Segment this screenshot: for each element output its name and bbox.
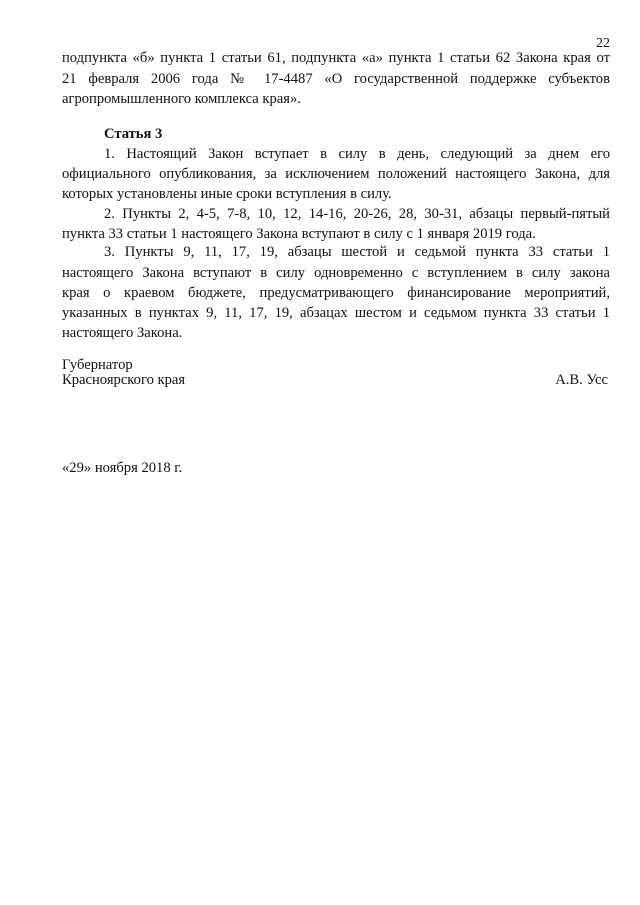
signatory-name: А.В. Усс [555, 372, 608, 388]
paragraph-3-line-2: настоящего Закона вступают в силу одновременно с вступлением в силу закона [62, 265, 610, 281]
signatory-title: Губернатор [62, 357, 133, 373]
signatory-region: Красноярского края [62, 372, 186, 388]
signing-date: «29» ноября 2018 г. [62, 460, 183, 476]
intro-line-2: 21 февраля 2006 года № 17-4487 «О государственной поддержке субъектов [62, 71, 610, 87]
paragraph-1-line-1: 1. Настоящий Закон вступает в силу в день, следующий за днем его [104, 146, 610, 162]
paragraph-2-line-1: 2. Пункты 2, 4-5, 7-8, 10, 12, 14-16, 20-26, 28, 30-31, абзацы первый-пятый [104, 206, 610, 222]
paragraph-1-line-2: официального опубликования, за исключением положений настоящего Закона, для [62, 166, 610, 182]
intro-line-3: агропромышленного комплекса края». [62, 91, 301, 107]
page-number: 22 [596, 36, 610, 51]
intro-line-1: подпункта «б» пункта 1 статьи 61, подпункта «а» пункта 1 статьи 62 Закона края от [62, 50, 610, 66]
article-heading: Статья 3 [104, 126, 163, 142]
paragraph-1-line-3: которых установлены иные сроки вступления в силу. [62, 186, 392, 202]
signatory-region-row [62, 371, 608, 390]
paragraph-3-line-5: настоящего Закона. [62, 325, 183, 341]
paragraph-2-line-2: пункта 33 статьи 1 настоящего Закона вступают в силу с 1 января 2019 года. [62, 226, 536, 242]
paragraph-3-line-4: указанных в пунктах 9, 11, 17, 19, абзацах шестом и седьмом пункта 33 статьи 1 [62, 305, 610, 321]
paragraph-3-line-1: 3. Пункты 9, 11, 17, 19, абзацы шестой и седьмой пункта 33 статьи 1 [104, 244, 610, 260]
paragraph-3-line-3: края о краевом бюджете, предусматривающего финансирование мероприятий, [62, 285, 610, 301]
